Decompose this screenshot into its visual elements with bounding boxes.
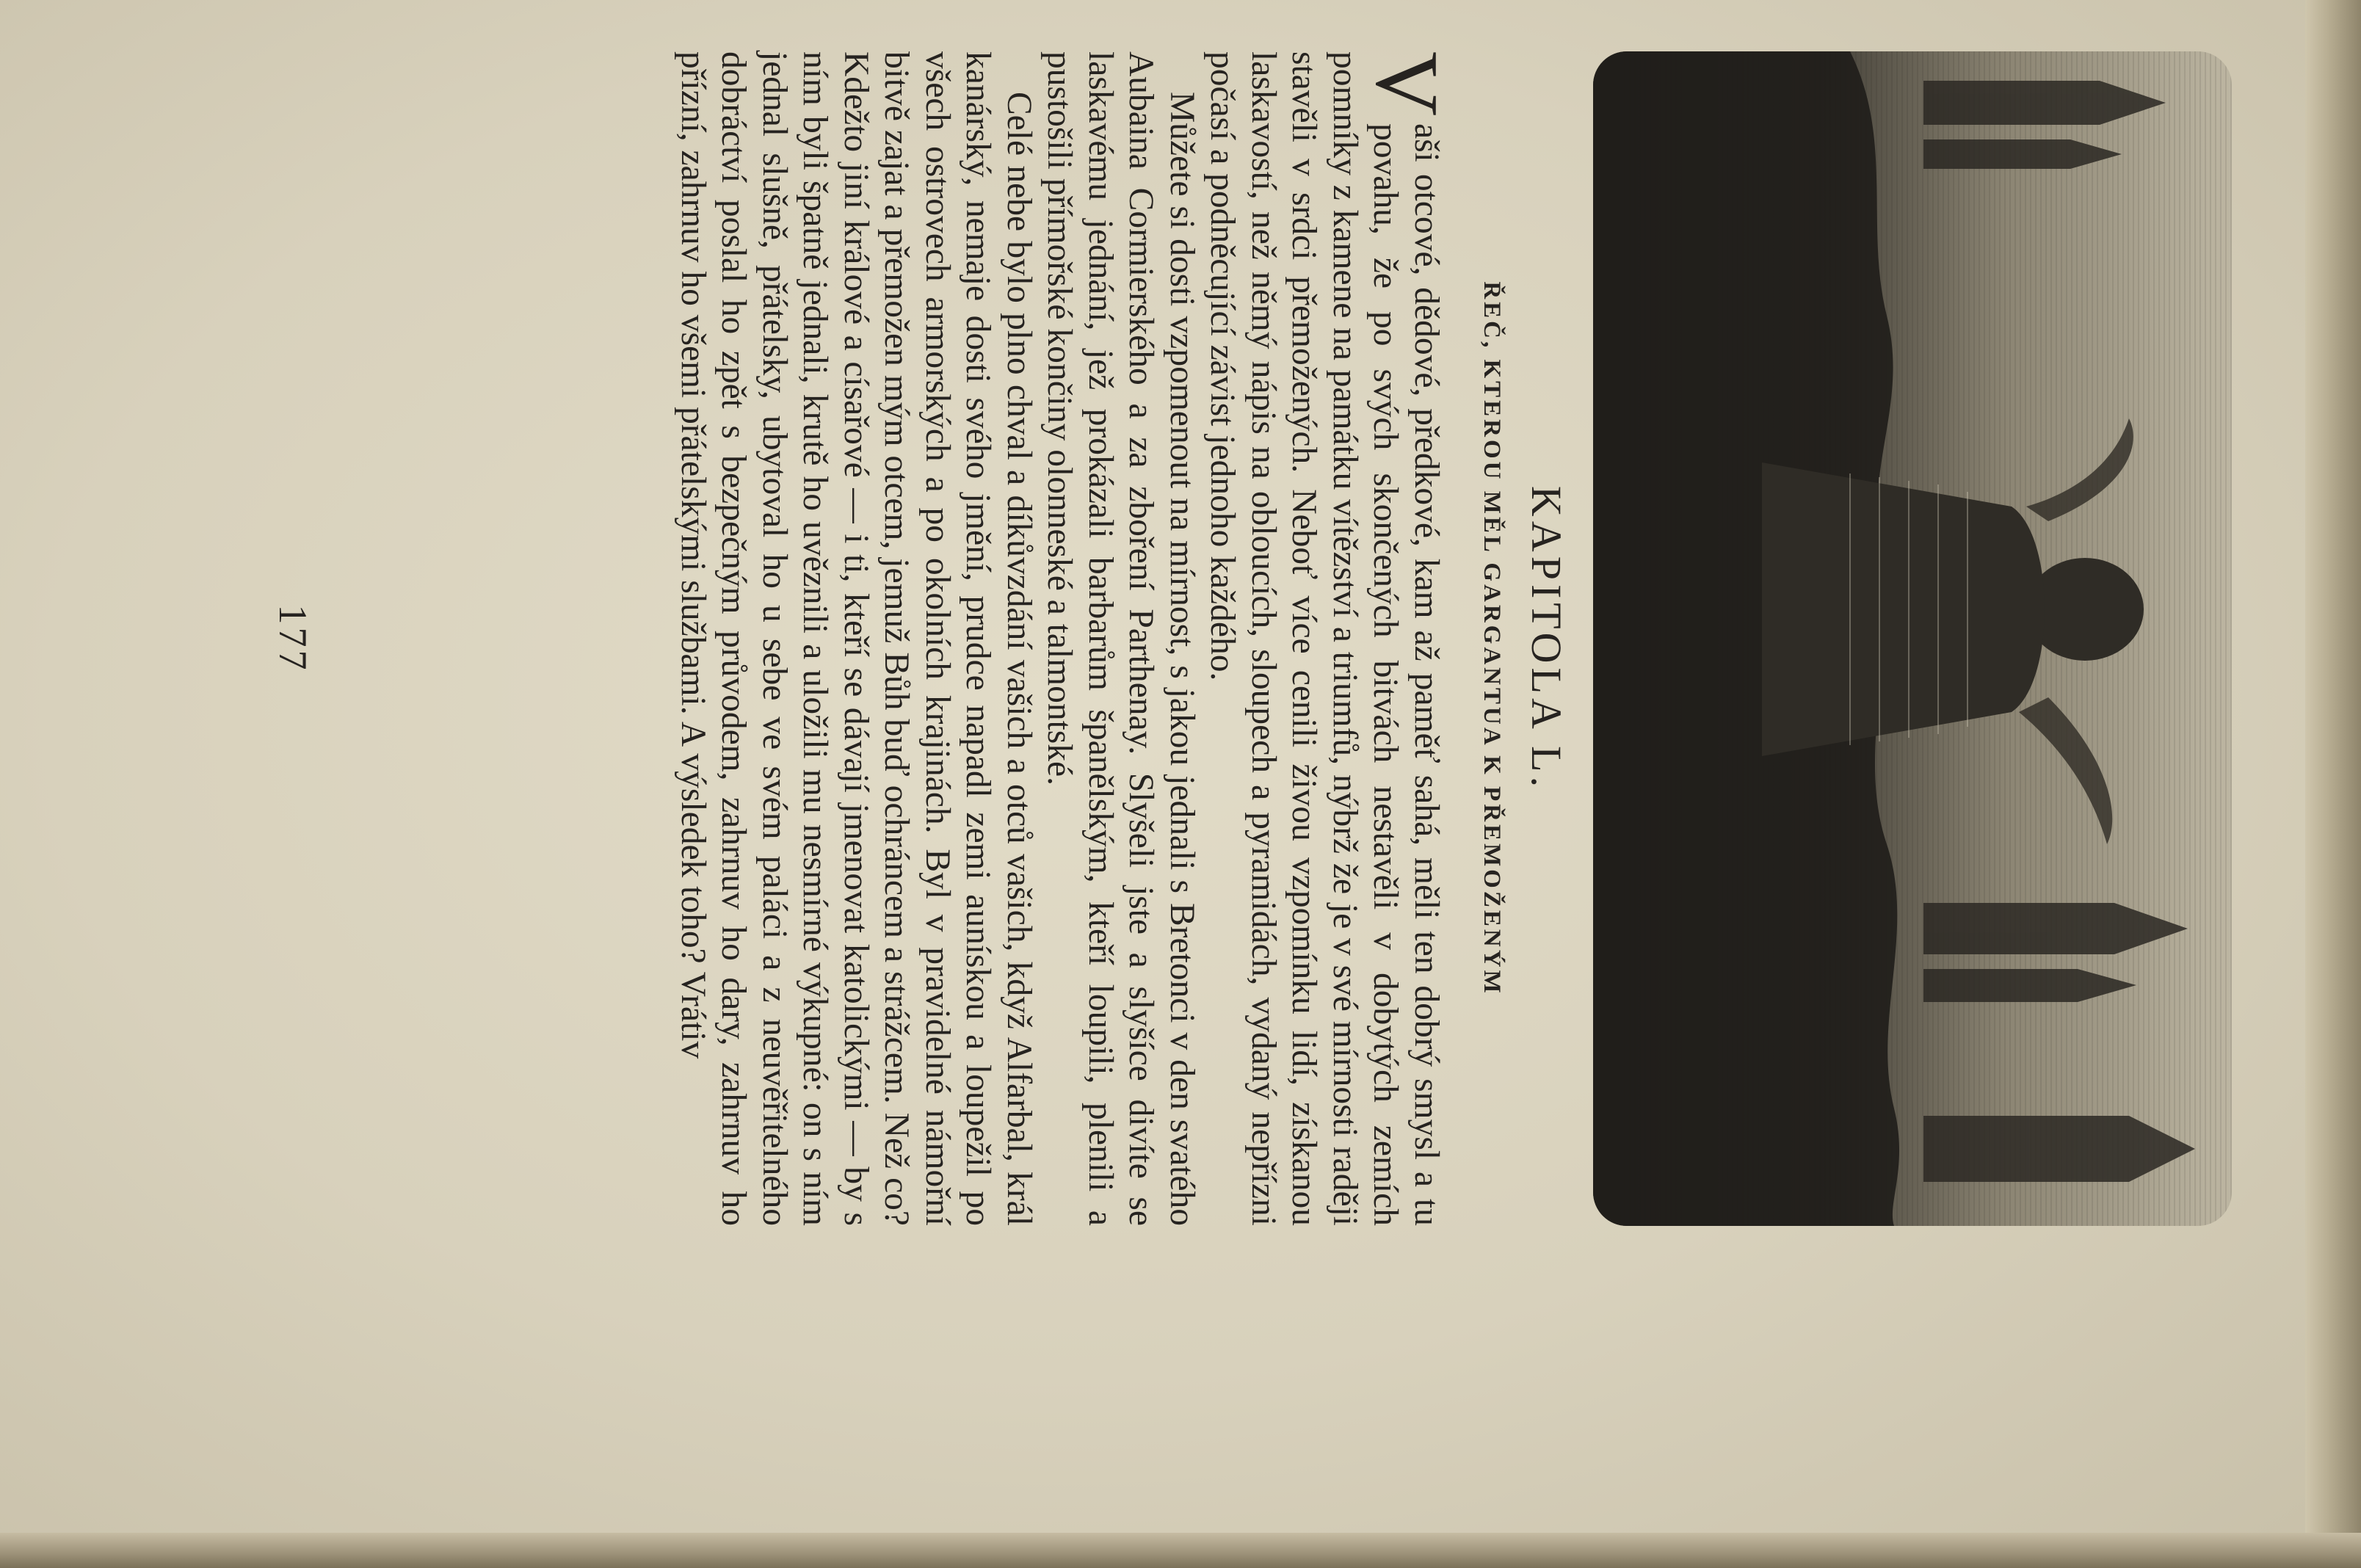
chapter-title: KAPITOLA L.: [1523, 485, 1570, 792]
book-page: [235, 51, 2232, 1490]
engraving-artwork: [1593, 51, 2232, 1226]
drop-cap: V: [1357, 51, 1457, 117]
page-edge-right: [2305, 0, 2361, 1568]
body-text: [672, 51, 1457, 1226]
page-number: 177: [271, 604, 315, 673]
chapter-subtitle: ŘEČ, KTEROU MĚL GARGANTUA K PŘEMOŽENÝM: [1479, 281, 1505, 996]
paragraph-1-text: aši otcové, dědové, předkové, kam až paměť sahá, měli ten dobrý smysl a tu povahu, že po svých skončených bitvách nestavěli v dobytých zemích pomníky z kamene na památku vítězství a triumfů, nýbrž že je v své mírnosti raději stavěli v srdci přemožených. Neboť více cenili živou vzpomínku lidí, získanou laskavostí, než němý nápis na obloucích, sloupech a pyramidách, vydaný nepřízni počasí a podněcující závist jednoho každého.: [1203, 51, 1446, 1226]
paragraph-2: Můžete si dosti vzpomenout na mírnost, s jakou jednali s Bretonci v den svatého Aubaina Cormierského a za zboření Parthenay. Slyšeli jste a slyšíce divíte se laskavému jednání, jež prokázali barbarům španělským, kteří loupili, plenili a pustošili přímořské končiny olonneské a talmontské.: [1040, 51, 1201, 1226]
engraving-illustration: [1593, 51, 2232, 1226]
paragraph-3: Celé nebe bylo plno chval a díkůvzdání vašich a otců vašich, když Alfarbal, král kanárský, nemaje dosti svého jmění, prudce napadl zemi aunískou a loupežil po všech ostrovech armorských a po okolních krajinách. Byl v pravidelné námořní bitvě zajat a přemožen mým otcem, jemuž Bůh buď ochráncem a strážcem. Než co? Kdežto jiní králové a císařové — i ti, kteří se dávají jmenovat katolickými — by s ním byli špatně jednali, krutě ho uvěznili a uložili mu nesmírné výkupné: on s ním jednal slušně, přátelsky, ubytoval ho u sebe ve svém paláci a z neuvěřitelného dobráctví poslal ho zpět s bezpečným průvodem, zahrnuv ho dary, zahrnuv ho přízní, zahrnuv ho všemi přátelskými službami. A výsledek toho? Vrátiv: [674, 51, 1038, 1226]
paragraph-1: [1202, 51, 1457, 1226]
book-block-bottom: [0, 1533, 2361, 1568]
